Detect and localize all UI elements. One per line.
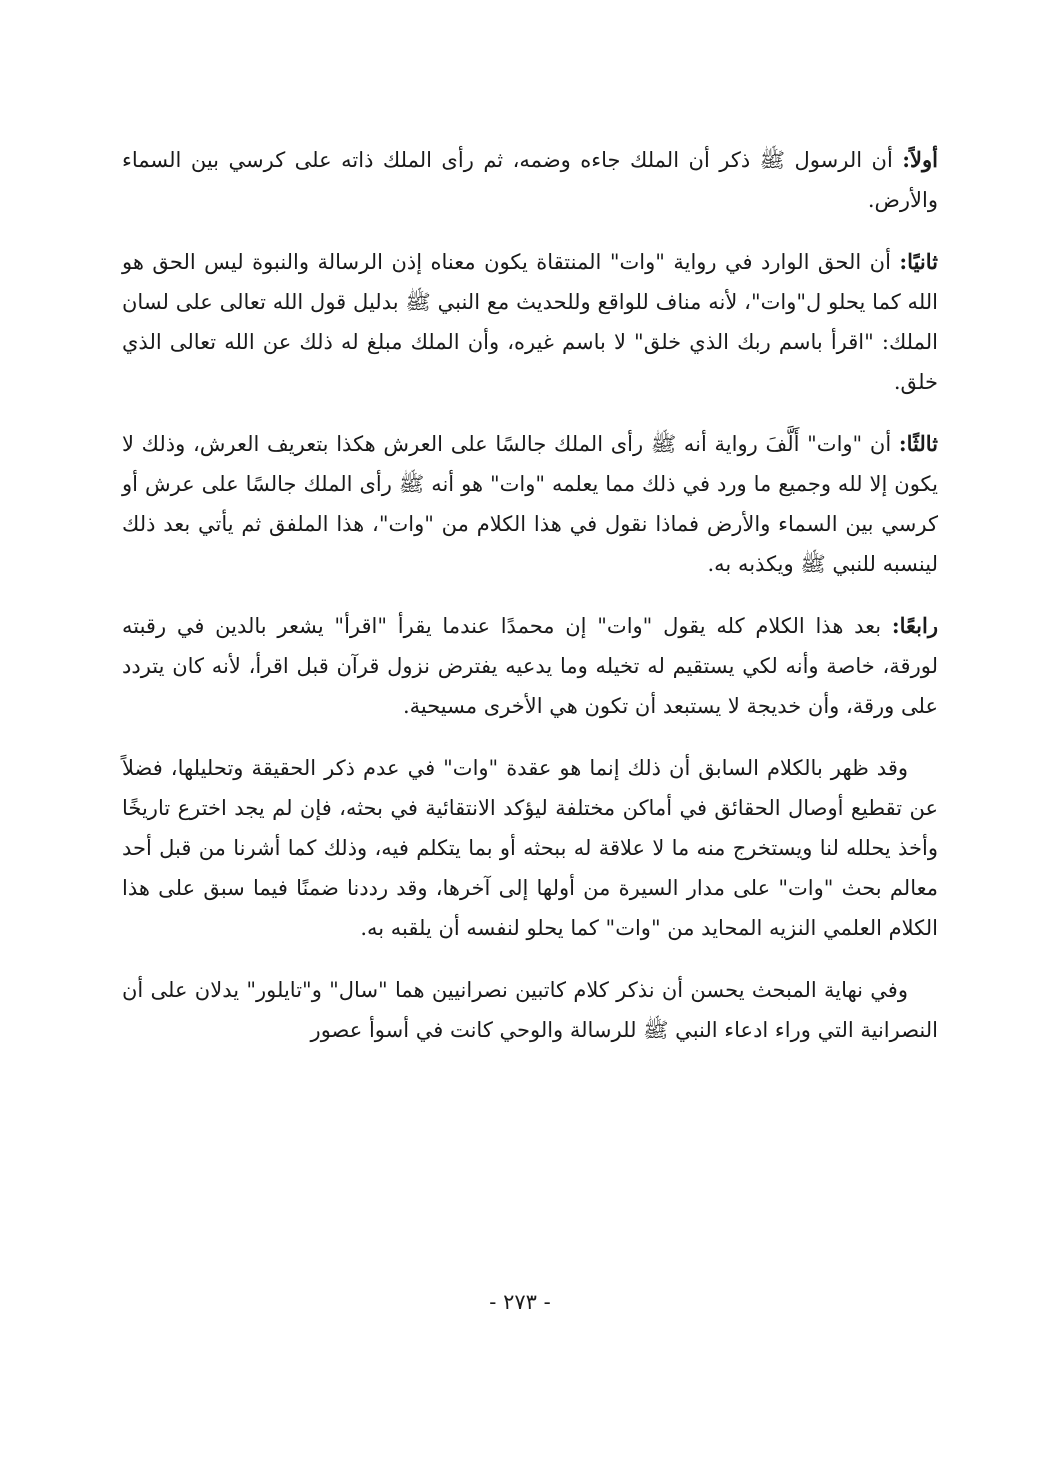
paragraph-text-closing: وفي نهاية المبحث يحسن أن نذكر كلام كاتبين نصرانيين هما "سال" و"تايلور" يدلان على أن النصرانية التي وراء ادعاء النبي ﷺ للرسالة والوحي كانت في أسوأ عصور [122,978,938,1042]
paragraph-lead-second: ثانيًا: [899,249,938,274]
paragraph-text-conclusion: وقد ظهر بالكلام السابق أن ذلك إنما هو عقدة "وات" في عدم ذكر الحقيقة وتحليلها، فضلاً عن تقطيع أوصال الحقائق في أماكن مختلفة ليؤكد الانتقائية في بحثه، فإن لم يجد اخترع تاريخًا وأخذ يحلله لنا ويستخرج منه ما لا علاقة له ببحثه أو بما يتكلم فيه، وذلك كما أشرنا من قبل أحد معالم بحث "وات" على مدار السيرة من أولها إلى آخرها، وقد رددنا ضمنًا فيما سبق على هذا الكلام العلمي النزيه المحايد من "وات" كما يحلو لنفسه أن يلقبه به. [122,756,938,940]
paragraph-closing [122,970,938,1050]
page-body [122,140,938,1072]
paragraph-conclusion [122,748,938,948]
paragraph-lead-third: ثالثًا: [898,431,938,456]
paragraph-third [122,424,938,584]
paragraph-first [122,140,938,220]
page-number: - ٢٧٣ - [489,1290,551,1314]
paragraph-text-second: أن الحق الوارد في رواية "وات" المنتقاة يكون معناه إذن الرسالة والنبوة ليس الحق هو الله كما يحلو ل"وات"، لأنه مناف للواقع وللحديث مع النبي ﷺ بدليل قول الله تعالى على لسان الملك: "اقرأ باسم ربك الذي خلق" لا باسم غيره، وأن الملك مبلغ له ذلك عن الله تعالى الذي خلق. [122,250,938,394]
paragraph-lead-first: أولاً: [902,147,938,172]
paragraph-text-first: أن الرسول ﷺ ذكر أن الملك جاءه وضمه، ثم رأى الملك ذاته على كرسي بين السماء والأرض. [122,148,938,212]
paragraph-lead-fourth: رابعًا: [891,613,938,638]
paragraph-text-fourth: بعد هذا الكلام كله يقول "وات" إن محمدًا عندما يقرأ "اقرأ" يشعر بالدين في رقبته لورقة، خاصة وأنه لكي يستقيم له تخيله وما يدعيه يفترض نزول قرآن قبل اقرأ، لأنه كان يتردد على ورقة، وأن خديجة لا يستبعد أن تكون هي الأخرى مسيحية. [122,614,938,718]
paragraph-second [122,242,938,402]
paragraph-text-third: أن "وات" أَلَّفَ رواية أنه ﷺ رأى الملك جالسًا على العرش هكذا بتعريف العرش، وذلك لا يكون إلا لله وجميع ما ورد في ذلك مما يعلمه "وات" هو أنه ﷺ رأى الملك جالسًا على عرش أو كرسي بين السماء والأرض فماذا نقول في هذا الكلام من "وات"، هذا الملفق ثم يأتي بعد ذلك لينسبه للنبي ﷺ ويكذبه به. [122,432,938,576]
paragraph-fourth [122,606,938,726]
